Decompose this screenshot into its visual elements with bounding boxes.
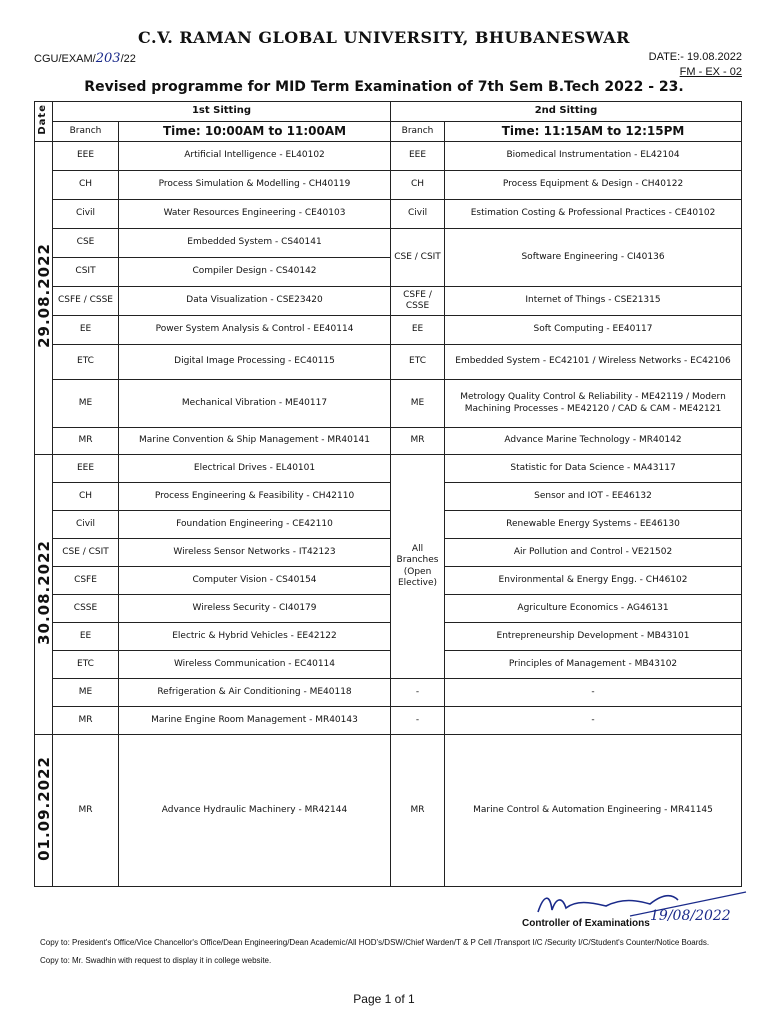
page-number: Page 1 of 1 [353,992,415,1006]
branch-cell: CSSE [53,595,119,623]
date-label: DATE:- [648,51,684,63]
subject-cell: Sensor and IOT - EE46132 [445,483,742,511]
subject-cell: Biomedical Instrumentation - EL42104 [445,142,742,171]
open-elective-branch-cell: All Branches (Open Elective) [391,455,445,679]
copy-to-distribution: Copy to: President's Office/Vice Chancellor's Office/Dean Engineering/Dean Academic/All HOD's/DSW/Chief Warden/T & P Cell /Transport I/C /Security I/C/Student's Counter/Notice Boards. [40,938,710,947]
branch-cell: Civil [53,511,119,539]
table-row [35,142,742,171]
branch-cell: CSFE [53,567,119,595]
subject-cell: Marine Control & Automation Engineering - MR41145 [445,735,742,887]
branch-cell: ETC [53,345,119,380]
subject-cell: Entrepreneurship Development - MB43101 [445,623,742,651]
branch-cell: CSE / CSIT [53,539,119,567]
branch-header-2: Branch [391,122,445,142]
subject-cell: Water Resources Engineering - CE40103 [119,200,391,229]
subject-cell: Wireless Security - CI40179 [119,595,391,623]
branch-cell: MR [53,707,119,735]
subject-cell: Air Pollution and Control - VE21502 [445,539,742,567]
subject-cell: Data Visualization - CSE23420 [119,287,391,316]
table-row [35,200,742,229]
subject-cell: Internet of Things - CSE21315 [445,287,742,316]
subject-cell: Digital Image Processing - EC40115 [119,345,391,380]
subject-cell: - [445,679,742,707]
subject-cell: Electrical Drives - EL40101 [119,455,391,483]
table-row [35,623,742,651]
document-subtitle: Revised programme for MID Term Examination of 7th Sem B.Tech 2022 - 23. [84,79,684,95]
subject-cell: Computer Vision - CS40154 [119,567,391,595]
ref-suffix: /22 [120,53,136,65]
first-sitting-header: 1st Sitting [53,102,391,122]
table-row [35,316,742,345]
subject-cell: Embedded System - EC42101 / Wireless Networks - EC42106 [445,345,742,380]
subject-cell: Refrigeration & Air Conditioning - ME40118 [119,679,391,707]
subject-cell: Mechanical Vibration - ME40117 [119,380,391,428]
branch-cell: ME [391,380,445,428]
subject-cell: Wireless Communication - EC40114 [119,651,391,679]
subject-cell: Embedded System - CS40141 [119,229,391,258]
branch-cell: EEE [53,455,119,483]
subject-cell: Compiler Design - CS40142 [119,258,391,287]
date-value: 19.08.2022 [686,51,742,63]
reference-number [34,51,136,66]
copy-to-website: Copy to: Mr. Swadhin with request to display it in college website. [40,956,272,965]
subject-cell: Electric & Hybrid Vehicles - EE42122 [119,623,391,651]
subject-cell: Wireless Sensor Networks - IT42123 [119,539,391,567]
table-row [35,539,742,567]
branch-cell: CSE / CSIT [391,229,445,287]
subject-cell: Process Simulation & Modelling - CH40119 [119,171,391,200]
branch-cell: CSE [53,229,119,258]
subject-cell: Advance Marine Technology - MR40142 [445,428,742,455]
branch-cell: ETC [391,345,445,380]
subject-cell: Metrology Quality Control & Reliability - ME42119 / Modern Machining Processes - ME42120 / CAD & CAM - ME42121 [445,380,742,428]
subject-cell: Advance Hydraulic Machinery - MR42144 [119,735,391,887]
subject-cell: Power System Analysis & Control - EE40114 [119,316,391,345]
table-row [35,595,742,623]
subject-cell: Process Engineering & Feasibility - CH42110 [119,483,391,511]
time-header-row [35,122,742,142]
table-row [35,651,742,679]
branch-cell: EEE [53,142,119,171]
branch-cell: Civil [391,200,445,229]
subject-cell: Marine Engine Room Management - MR40143 [119,707,391,735]
ref-number: 203 [95,51,121,66]
branch-cell: EE [53,623,119,651]
branch-cell: CH [53,483,119,511]
branch-cell: MR [53,428,119,455]
branch-cell: CSFE / CSSE [391,287,445,316]
subject-cell: Software Engineering - CI40136 [445,229,742,287]
branch-cell: CSIT [53,258,119,287]
branch-cell: EE [53,316,119,345]
issue-date [649,51,742,63]
branch-cell: MR [53,735,119,887]
subject-cell: Estimation Costing & Professional Practices - CE40102 [445,200,742,229]
branch-cell: CH [391,171,445,200]
branch-cell: ME [53,679,119,707]
subject-cell: Foundation Engineering - CE42110 [119,511,391,539]
table-row [35,735,742,887]
time-first-sitting: Time: 10:00AM to 11:00AM [119,122,391,142]
table-row [35,567,742,595]
subject-cell: Process Equipment & Design - CH40122 [445,171,742,200]
branch-cell: MR [391,735,445,887]
ref-prefix: CGU/EXAM/ [34,53,96,65]
controller-title: Controller of Examinations [522,918,650,929]
branch-cell: EE [391,316,445,345]
branch-cell: - [391,679,445,707]
university-name: C.V. RAMAN GLOBAL UNIVERSITY, BHUBANESWAR [138,28,630,47]
branch-cell: - [391,707,445,735]
exam-date-cell: 30.08.2022 [35,455,53,735]
table-row [35,455,742,483]
subject-cell: Statistic for Data Science - MA43117 [445,455,742,483]
branch-cell: ME [53,380,119,428]
subject-cell: Soft Computing - EE40117 [445,316,742,345]
signature-date: 19/08/2022 [650,908,731,924]
branch-cell: ETC [53,651,119,679]
table-row [35,229,742,258]
subject-cell: Principles of Management - MB43102 [445,651,742,679]
branch-header-1: Branch [53,122,119,142]
table-row [35,707,742,735]
table-row [35,511,742,539]
subject-cell: Renewable Energy Systems - EE46130 [445,511,742,539]
second-sitting-header: 2nd Sitting [391,102,742,122]
table-row [35,380,742,428]
table-row [35,483,742,511]
table-row [35,345,742,380]
branch-cell: CSFE / CSSE [53,287,119,316]
table-row [35,679,742,707]
branch-cell: CH [53,171,119,200]
sitting-header-row [35,102,742,122]
subject-cell: Artificial Intelligence - EL40102 [119,142,391,171]
branch-cell: Civil [53,200,119,229]
branch-cell: EEE [391,142,445,171]
table-row [35,171,742,200]
table-row [35,287,742,316]
date-column-header: Date [35,102,53,142]
form-number: FM - EX - 02 [679,66,742,78]
subject-cell: Environmental & Energy Engg. - CH46102 [445,567,742,595]
branch-cell: MR [391,428,445,455]
subject-cell: Agriculture Economics - AG46131 [445,595,742,623]
exam-date-cell: 29.08.2022 [35,142,53,455]
time-second-sitting: Time: 11:15AM to 12:15PM [445,122,742,142]
subject-cell: - [445,707,742,735]
exam-date-cell: 01.09.2022 [35,735,53,887]
subject-cell: Marine Convention & Ship Management - MR40141 [119,428,391,455]
table-row [35,428,742,455]
exam-schedule-table [34,101,742,887]
